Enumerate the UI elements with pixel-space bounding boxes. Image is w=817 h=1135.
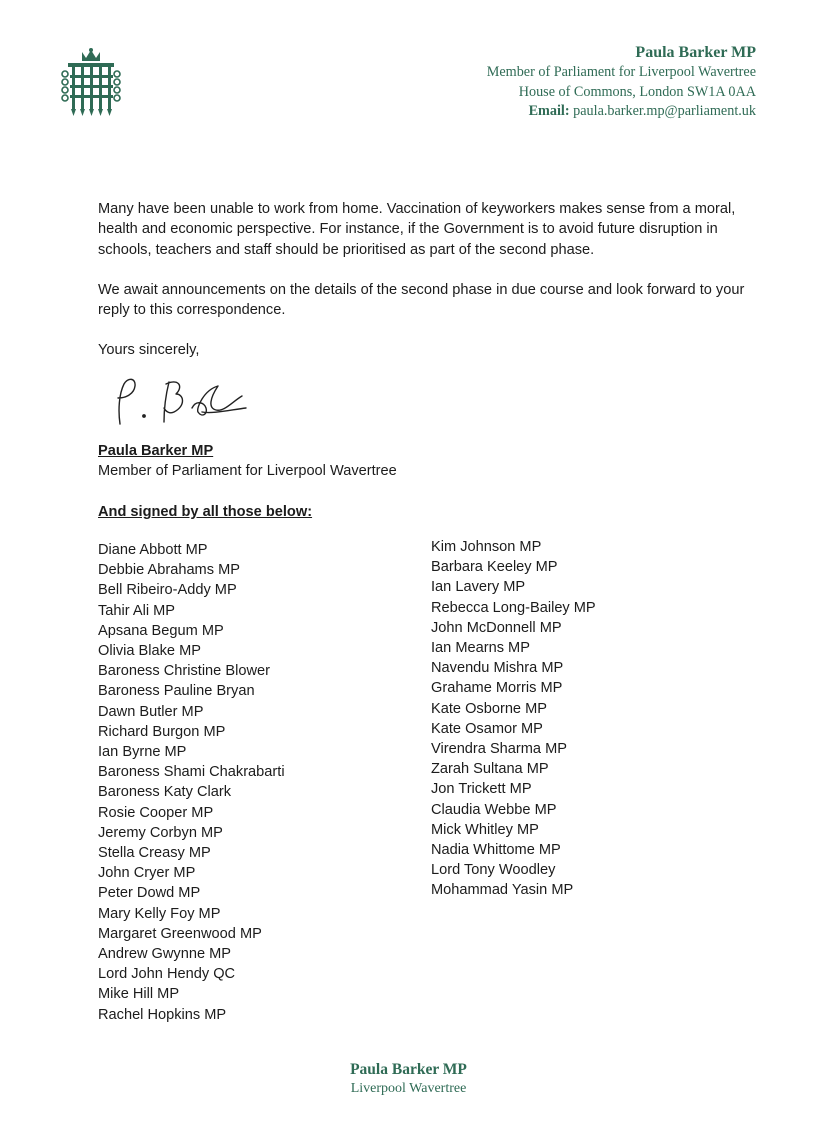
cosigner-name: Margaret Greenwood MP bbox=[98, 925, 262, 942]
cosigner-name: Rebecca Long-Bailey MP bbox=[431, 599, 596, 616]
handwritten-signature bbox=[106, 372, 256, 432]
paragraph-text: We await announcements on the details of the second phase in due course and look forward to your reply to this correspondence. bbox=[98, 282, 745, 319]
signer-name: Paula Barker MP bbox=[98, 443, 214, 459]
cosigner-name: Lord John Hendy QC bbox=[98, 966, 236, 983]
cosigner-name: Ian Mearns MP bbox=[431, 640, 530, 657]
cosigner-name: Mike Hill MP bbox=[98, 986, 180, 1003]
cosigner-name: John Cryer MP bbox=[98, 865, 196, 882]
mp-email-line: Email: paula.barker.mp@parliament.uk bbox=[528, 103, 756, 119]
cosigner-name: Mary Kelly Foy MP bbox=[98, 905, 221, 922]
cosigner-name: Grahame Morris MP bbox=[431, 680, 563, 697]
body-paragraph-1 bbox=[98, 199, 758, 260]
cosigner-name: Jon Trickett MP bbox=[431, 781, 532, 798]
cosigner-name: Kate Osborne MP bbox=[431, 700, 547, 717]
body-paragraph-2 bbox=[98, 280, 758, 321]
cosigner-name: Virendra Sharma MP bbox=[431, 741, 567, 758]
cosigner-name: Lord Tony Woodley bbox=[431, 862, 556, 879]
cosigner-name: Baroness Pauline Bryan bbox=[98, 683, 255, 700]
cosigner-name: Stella Creasy MP bbox=[98, 845, 211, 862]
signer-title: Member of Parliament for Liverpool Wavertree bbox=[98, 463, 397, 479]
portcullis-icon bbox=[60, 48, 122, 118]
letterhead bbox=[487, 42, 756, 122]
cosigner-name: Peter Dowd MP bbox=[98, 885, 201, 902]
cosigner-name: Diane Abbott MP bbox=[98, 542, 208, 558]
cosigner-name: Barbara Keeley MP bbox=[431, 559, 558, 576]
cosigner-name: Baroness Katy Clark bbox=[98, 784, 232, 801]
cosigners-heading: And signed by all those below: bbox=[98, 504, 313, 520]
cosigner-name: Mohammad Yasin MP bbox=[431, 882, 574, 899]
cosigner-name: Nadia Whittome MP bbox=[431, 842, 561, 859]
cosigner-name: Jeremy Corbyn MP bbox=[98, 824, 223, 841]
cosigners-column-2 bbox=[431, 537, 596, 901]
cosigners-column-1 bbox=[98, 540, 285, 1025]
paragraph-text: Many have been unable to work from home. Vaccination of keyworkers makes sense from a moral, health and economic perspective. For instance, if the Government is to avoid future disruption in schools, teachers and staff should be prioritised as part of the second phase. bbox=[98, 201, 736, 258]
footer-constituency: Liverpool Wavertree bbox=[350, 1081, 467, 1096]
cosigner-name: Olivia Blake MP bbox=[98, 643, 201, 660]
cosigner-name: Baroness Christine Blower bbox=[98, 663, 270, 680]
cosigner-name: Apsana Begum MP bbox=[98, 622, 224, 639]
cosigner-name: Baroness Shami Chakrabarti bbox=[98, 764, 285, 781]
cosigner-name: Andrew Gwynne MP bbox=[98, 946, 232, 963]
cosigner-name: Kim Johnson MP bbox=[431, 539, 542, 555]
cosigner-name: Navendu Mishra MP bbox=[431, 660, 564, 677]
cosigner-name: Rachel Hopkins MP bbox=[98, 1006, 227, 1023]
cosigner-name: Mick Whitley MP bbox=[431, 821, 539, 838]
cosigner-name: Rosie Cooper MP bbox=[98, 804, 214, 821]
email-address: paula.barker.mp@parliament.uk bbox=[573, 103, 756, 119]
cosigner-name: Ian Lavery MP bbox=[431, 579, 526, 596]
letter-footer bbox=[0, 1060, 817, 1098]
cosigner-name: Bell Ribeiro-Addy MP bbox=[98, 582, 237, 599]
cosigner-name: Dawn Butler MP bbox=[98, 703, 204, 720]
mp-title: Member of Parliament for Liverpool Wavertree bbox=[486, 64, 756, 80]
mp-address: House of Commons, London SW1A 0AA bbox=[518, 83, 756, 100]
cosigner-name: Claudia Webbe MP bbox=[431, 801, 557, 818]
cosigner-name: Debbie Abrahams MP bbox=[98, 562, 240, 579]
cosigner-name: John McDonnell MP bbox=[431, 619, 562, 636]
cosigner-name: Tahir Ali MP bbox=[98, 602, 176, 619]
cosigner-name: Richard Burgon MP bbox=[98, 723, 226, 740]
closing-salutation: Yours sincerely, bbox=[98, 342, 200, 358]
cosigner-name: Zarah Sultana MP bbox=[431, 761, 549, 778]
footer-name: Paula Barker MP bbox=[350, 1061, 467, 1078]
mp-name: Paula Barker MP bbox=[635, 44, 756, 61]
email-label: Email bbox=[528, 103, 565, 119]
cosigner-name: Kate Osamor MP bbox=[431, 720, 543, 737]
cosigner-name: Ian Byrne MP bbox=[98, 744, 187, 761]
